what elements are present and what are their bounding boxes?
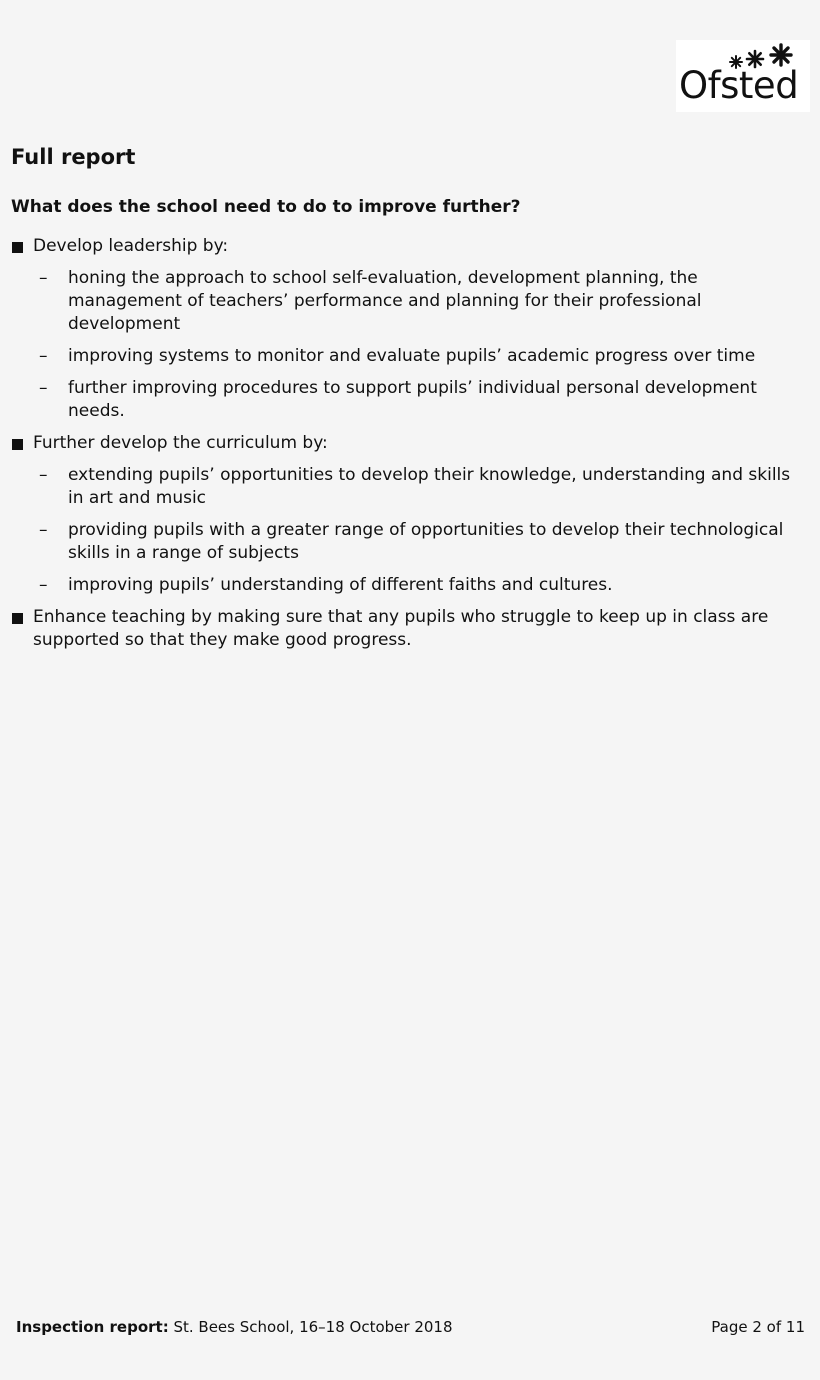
- list-item: [11, 432, 801, 597]
- sub-item-text: extending pupils’ opportunities to develop their knowledge, understanding and skills in art and music: [68, 465, 791, 508]
- dash-marker: –: [39, 268, 48, 288]
- sub-list: [33, 267, 801, 423]
- page-footer: [16, 1316, 805, 1338]
- page-number: Page 2 of 11: [711, 1318, 805, 1336]
- sub-list-item: [33, 464, 801, 510]
- dash-marker: –: [39, 378, 48, 398]
- sub-list-item: [33, 267, 801, 336]
- sub-item-text: improving systems to monitor and evaluate pupils’ academic progress over time: [68, 346, 756, 366]
- bullet-text: Further develop the curriculum by:: [33, 433, 328, 453]
- ofsted-logo: [676, 40, 810, 112]
- section-heading: What does the school need to do to improve further?: [11, 197, 521, 217]
- page-title: Full report: [11, 145, 136, 169]
- improvement-list: [11, 235, 801, 661]
- list-item: [11, 235, 801, 423]
- dash-marker: –: [39, 346, 48, 366]
- footer-school: St. Bees School, 16–18 October 2018: [168, 1318, 453, 1336]
- list-item: [11, 606, 801, 652]
- dash-marker: –: [39, 575, 48, 595]
- sub-list: [33, 464, 801, 597]
- sub-list-item: [33, 574, 801, 597]
- square-bullet-icon: [12, 439, 23, 450]
- sub-item-text: improving pupils’ understanding of different faiths and cultures.: [68, 575, 613, 595]
- sub-list-item: [33, 377, 801, 423]
- dash-marker: –: [39, 465, 48, 485]
- sub-list-item: [33, 345, 801, 368]
- footer-label: Inspection report:: [16, 1318, 169, 1336]
- square-bullet-icon: [12, 613, 23, 624]
- sub-item-text: honing the approach to school self-evaluation, development planning, the management of teachers’ performance and planning for their professional development: [68, 268, 702, 334]
- sub-list-item: [33, 519, 801, 565]
- sub-item-text: providing pupils with a greater range of opportunities to develop their technological skills in a range of subjects: [68, 520, 784, 563]
- logo-wordmark: Ofsted: [679, 64, 799, 107]
- bullet-text: Develop leadership by:: [33, 236, 229, 256]
- sub-item-text: further improving procedures to support pupils’ individual personal development needs.: [68, 378, 757, 421]
- square-bullet-icon: [12, 242, 23, 253]
- bullet-text: Enhance teaching by making sure that any pupils who struggle to keep up in class are supported so that they make good progress.: [33, 607, 769, 650]
- dash-marker: –: [39, 520, 48, 540]
